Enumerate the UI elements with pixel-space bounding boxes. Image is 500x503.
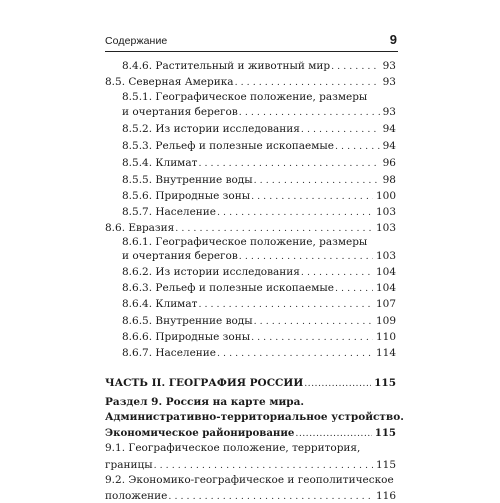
toc-entry-page: 115 <box>375 459 396 471</box>
toc-entry-page: 93 <box>382 60 396 72</box>
toc-entry-title-line: 9.2. Экономико-географическое и геополитическое <box>105 474 394 486</box>
toc-entry-title: Экономическое районирование <box>105 427 295 439</box>
toc-entry <box>122 188 396 203</box>
toc-entry-title-line: 8.5.1. Географическое положение, размеры <box>122 91 368 103</box>
toc-entry-title: и очертания берегов <box>122 106 238 118</box>
toc-entry-title: 8.6.2. Из истории исследования <box>122 266 300 278</box>
toc-entry <box>105 488 396 503</box>
toc-entry <box>122 172 396 187</box>
toc-leader-dots <box>153 459 373 472</box>
toc-leader-dots <box>330 60 380 73</box>
toc-entry <box>105 74 396 89</box>
toc-entry-page: 109 <box>375 315 396 327</box>
toc-leader-dots <box>334 140 380 153</box>
toc-entry-page: 116 <box>375 490 396 502</box>
toc-part-heading <box>105 375 396 390</box>
toc-entry-title: 8.4.6. Растительный и животный мир <box>122 60 331 72</box>
toc-entry-page: 115 <box>374 427 396 439</box>
toc-entry-title: положение <box>105 490 168 502</box>
toc-entry-page: 103 <box>375 250 396 262</box>
toc-entry-title: границы <box>105 459 153 471</box>
toc-entry-title: 8.6. Евразия <box>105 222 175 234</box>
toc-entry-title: 8.6.7. Население <box>122 347 216 359</box>
toc-entry-page: 114 <box>375 347 396 359</box>
toc-entry-page: 100 <box>375 190 396 202</box>
toc-entry-page: 94 <box>382 140 396 152</box>
toc-leader-dots <box>238 106 380 119</box>
toc-entry-title: 8.5. Северная Америка <box>105 76 234 88</box>
toc-entry <box>122 345 396 360</box>
toc-leader-dots <box>216 347 373 360</box>
toc-entry-title: 8.6.6. Природные зоны <box>122 331 251 343</box>
toc-entry-page: 94 <box>382 123 396 135</box>
toc-leader-dots <box>334 282 373 295</box>
toc-section-title-line: Административно-территориальное устройство. <box>105 411 404 423</box>
toc-leader-dots <box>167 490 373 503</box>
toc-entry-page: 103 <box>375 206 396 218</box>
toc-leader-dots <box>234 76 380 89</box>
toc-entry <box>122 155 396 170</box>
toc-entry-page: 93 <box>382 76 396 88</box>
toc-entry-title: 8.5.4. Климат <box>122 157 198 169</box>
toc-entry-page: 93 <box>382 106 396 118</box>
toc-entry <box>122 264 396 279</box>
toc-entry <box>122 280 396 295</box>
toc-entry-title-line: 8.6.1. Географическое положение, размеры <box>122 236 368 248</box>
toc-leader-dots <box>197 298 373 311</box>
toc-leader-dots <box>253 174 380 187</box>
toc-leader-dots <box>253 315 373 328</box>
page-number: 9 <box>389 32 397 47</box>
toc-leader-dots <box>300 123 380 136</box>
toc-section-title-line: Раздел 9. Россия на карте мира. <box>105 396 305 408</box>
running-header-title: Содержание <box>105 35 168 47</box>
toc-entry <box>105 220 396 235</box>
toc-entry <box>122 296 396 311</box>
toc-entry-title: 8.6.4. Климат <box>122 298 198 310</box>
toc-entry <box>122 138 396 153</box>
toc-leader-dots <box>174 222 373 235</box>
toc-entry <box>122 248 396 263</box>
toc-entry-title: 8.5.2. Из истории исследования <box>122 123 300 135</box>
toc-leader-dots <box>238 250 373 263</box>
toc-entry-page: 110 <box>375 331 396 343</box>
toc-entry-page: 96 <box>382 157 396 169</box>
running-header <box>105 33 398 52</box>
toc-entry-title-line: 9.1. Географическое положение, территория, <box>105 442 361 454</box>
toc-entry-title: 8.5.7. Население <box>122 206 216 218</box>
toc-leader-dots <box>250 331 373 344</box>
toc-entry-page: 115 <box>374 377 396 389</box>
toc-leader-dots <box>216 206 373 219</box>
toc-entry-title: и очертания берегов <box>122 250 238 262</box>
toc-entry <box>122 313 396 328</box>
toc-entry-title: 8.6.3. Рельеф и полезные ископаемые <box>122 282 334 294</box>
toc-entry <box>122 204 396 219</box>
toc-entry-page: 107 <box>375 298 396 310</box>
toc-entry-title: ЧАСТЬ II. ГЕОГРАФИЯ РОССИИ <box>105 377 304 389</box>
toc-entry-title: 8.5.3. Рельеф и полезные ископаемые <box>122 140 334 152</box>
toc-leader-dots <box>300 266 373 279</box>
toc-entry <box>122 104 396 119</box>
toc-entry-title: 8.5.5. Внутренние воды <box>122 174 253 186</box>
toc-leader-dots <box>197 157 379 170</box>
toc-leader-dots <box>303 377 371 390</box>
toc-entry-page: 104 <box>375 266 396 278</box>
toc-entry <box>122 121 396 136</box>
toc-entry-title: 8.6.5. Внутренние воды <box>122 315 253 327</box>
toc-entry <box>122 58 396 73</box>
toc-entry <box>105 457 396 472</box>
toc-entry <box>122 329 396 344</box>
toc-entry-title: 8.5.6. Природные зоны <box>122 190 251 202</box>
toc-leader-dots <box>250 190 373 203</box>
toc-leader-dots <box>294 427 371 440</box>
toc-entry-page: 104 <box>375 282 396 294</box>
toc-section-heading <box>105 425 396 440</box>
toc-entry-page: 98 <box>382 174 396 186</box>
toc-entry-page: 103 <box>375 222 396 234</box>
